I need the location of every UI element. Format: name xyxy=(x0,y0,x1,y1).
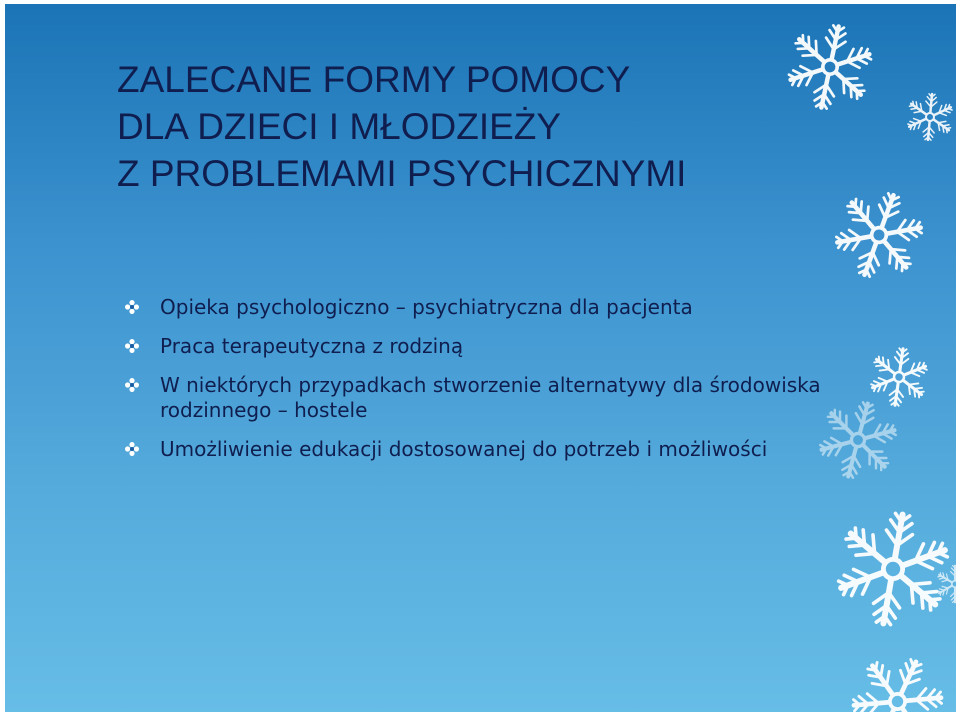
slide xyxy=(5,4,956,712)
snowflake-icon xyxy=(834,638,956,712)
title-line-3: Z PROBLEMAMI PSYCHICZNYMI xyxy=(117,153,687,194)
bullet-item xyxy=(125,373,825,423)
slide-title xyxy=(117,56,686,197)
snowflake-icon xyxy=(777,14,884,121)
snowflake-icon xyxy=(903,90,956,144)
bullet-item xyxy=(125,437,825,462)
flower-bullet-icon xyxy=(125,442,139,456)
bullet-text: Praca terapeutyczna z rodziną xyxy=(160,334,464,358)
bullet-text: W niektórych przypadkach stworzenie alternatywy dla środowiska rodzinnego – hostele xyxy=(160,373,821,422)
flower-bullet-icon xyxy=(125,378,139,392)
title-line-2: DLA DZIECI I MŁODZIEŻY xyxy=(117,106,562,147)
flower-bullet-icon xyxy=(125,339,139,353)
flower-bullet-icon xyxy=(125,300,139,314)
bullet-text: Opieka psychologiczno – psychiatryczna dla pacjenta xyxy=(160,295,693,319)
bullet-list xyxy=(125,295,825,476)
bullet-item xyxy=(125,334,825,359)
bullet-text: Umożliwienie edukacji dostosowanej do potrzeb i możliwości xyxy=(160,437,768,461)
snowflake-icon xyxy=(935,564,956,604)
snowflake-icon xyxy=(820,176,938,294)
bullet-item xyxy=(125,295,825,320)
title-line-1: ZALECANE FORMY POMOCY xyxy=(117,59,631,100)
